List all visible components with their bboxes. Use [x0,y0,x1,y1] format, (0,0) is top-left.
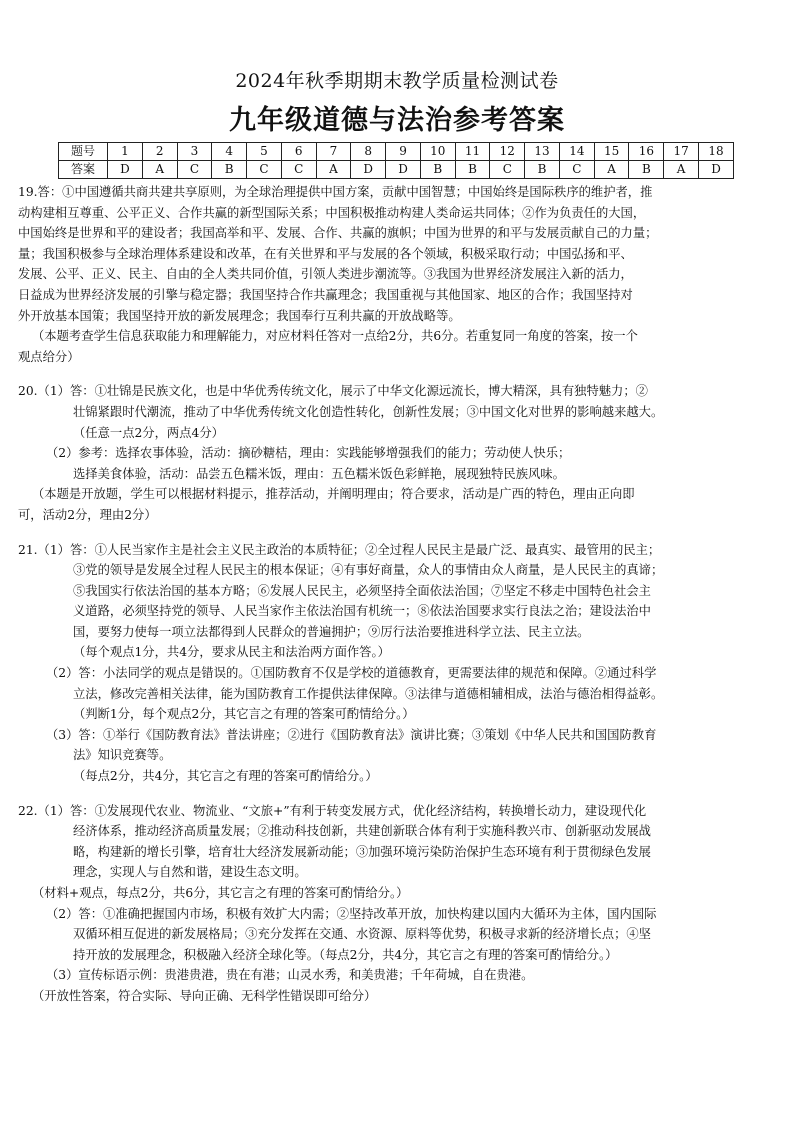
table-cell: 17 [664,143,699,161]
text-line: （2）参考：选择农事体验，活动：摘砂糖桔，理由：实践能够增强我们的能力；劳动使人快乐； [46,446,571,461]
text-line: 义道路，必须坚持党的领导、人民当家作主依法治国有机统一；⑧依法治国要求实行良法之治；建设法治中 [73,604,651,619]
table-cell: B [212,161,247,179]
table-cell: B [455,161,490,179]
table-cell: 6 [281,143,316,161]
question-21-answer [18,540,782,787]
scoring-note: （材料+观点，每点2分，共6分，其它言之有理的答案可酌情给分。） [32,886,409,900]
table-cell: 15 [594,143,629,161]
text-line: ⑤我国实行依法治国的基本方略；⑥发展人民民主，必须坚持全面依法治国；⑦坚定不移走中国特色社会主 [73,583,651,598]
text-line: 发展、公平、正义、民主、自由的全人类共同价值，引领人类进步潮流等。③我国为世界经济发展注入新的活力， [18,267,633,282]
table-cell: 8 [351,143,386,161]
scoring-note: （本题是开放题，学生可以根据材料提示，推荐活动，并阐明理由；符合要求，活动是广西的特色，理由正向即 [32,487,635,502]
row-label-number: 题号 [59,143,108,161]
scoring-note: （每个观点1分，共4分，要求从民主和法治两方面作答。） [73,645,390,660]
text-line: 持开放的发展理念，积极融入经济全球化等。（每点2分，共4分，其它言之有理的答案可酌情给分。） [73,947,618,962]
table-cell: D [108,161,143,179]
row-label-answer: 答案 [59,161,108,179]
table-cell: 12 [490,143,525,161]
question-19-answer [18,182,782,367]
question-20-answer [18,381,782,525]
scoring-note: （任意一点2分，两点4分） [73,425,224,440]
text-line: 略，构建新的增长引擎，培育壮大经济发展新动能；③加强环境污染防治保护生态环境有利于贯彻绿色发展 [73,844,651,859]
table-cell: A [594,161,629,179]
text-line: 动构建相互尊重、公平正义、合作共赢的新型国际关系；中国积极推动构建人类命运共同体；②作为负责任的大国， [18,205,646,220]
text-line: 国，要努力使每一项立法都得到人民群众的普遍拥护；⑨厉行法治要推进科学立法、民主立法。 [73,624,590,639]
answer-key-title: 九年级道德与法治参考答案 [229,105,565,136]
scoring-note: 可，活动2分，理由2分） [18,507,157,522]
answer-row [59,161,734,179]
text-line: ③党的领导是发展全过程人民民主的根本保证；④有事好商量，众人的事情由众人商量，是人民民主的真谛； [73,563,664,578]
table-cell: 9 [386,143,421,161]
table-cell: 2 [142,143,177,161]
table-cell: 7 [316,143,351,161]
text-line: （3）答：①举行《国防教育法》普法讲座；②进行《国防教育法》演讲比赛；③策划《中华人民共和国国防教育 [46,727,657,742]
text-line: 双循环相互促进的新发展格局；③充分发挥在交通、水资源、原料等优势，积极寻求新的经济增长点；④坚 [73,927,651,942]
table-cell: C [247,161,282,179]
text-line: 理念，实现人与自然和谐，建设生态文明。 [73,865,307,880]
scoring-note: 观点给分） [18,349,80,364]
text-line: 选择美食体验，活动：品尝五色糯米饭，理由：五色糯米饭色彩鲜艳，展现独特民族风味。 [73,466,565,481]
table-cell: 18 [699,143,734,161]
scoring-note: （每点2分，共4分，其它言之有理的答案可酌情给分。） [73,769,378,784]
table-cell: D [699,161,734,179]
table-cell: B [525,161,560,179]
table-cell: A [664,161,699,179]
table-cell: C [559,161,594,179]
question-number-row [59,143,734,161]
table-cell: D [351,161,386,179]
answer-content [18,182,782,1007]
table-cell: 14 [559,143,594,161]
table-cell: 10 [420,143,455,161]
text-line: 19.答：①中国遵循共商共建共享原则，为全球治理提供中国方案，贡献中国智慧；中国始终是国际秩序的维护者，推 [18,185,653,199]
scoring-note: （本题考查学生信息获取能力和理解能力，对应材料任答对一点给2分，共6分。若重复同一角度的答案，按一个 [32,329,638,344]
table-cell: 13 [525,143,560,161]
text-line: 量；我国积极参与全球治理体系建设和改革，在有关世界和平与发展的各个领域，积极采取行动；中国弘扬和平、 [18,246,633,261]
table-cell: A [142,161,177,179]
table-cell: 3 [177,143,212,161]
table-cell: 11 [455,143,490,161]
text-line: 21.（1）答：①人民当家作主是社会主义民主政治的本质特征；②全过程人民民主是最广泛、最真实、最管用的民主； [18,542,661,557]
table-cell: 5 [247,143,282,161]
exam-title: 2024年秋季期期末教学质量检测试卷 [235,70,559,92]
text-line: 中国始终是世界和平的建设者；我国高举和平、发展、合作、共赢的旗帜；中国为世界的和平与发展贡献自己的力量； [18,226,658,241]
table-cell: A [316,161,351,179]
text-line: 日益成为世界经济发展的引擎与稳定器；我国坚持合作共赢理念；我国重视与其他国家、地区的合作；我国坚持对 [18,287,633,302]
text-line: （3）宣传标语示例：贵港贵港，贵在有港；山灵水秀，和美贵港；千年荷城，自在贵港。 [46,968,534,983]
multiple-choice-answer-table [58,142,734,179]
table-cell: C [490,161,525,179]
table-cell: 16 [629,143,664,161]
table-cell: 1 [108,143,143,161]
text-line: （2）答：①准确把握国内市场，积极有效扩大内需；②坚持改革开放，加快构建以国内大循环为主体，国内国际 [46,906,657,921]
scoring-note: （判断1分，每个观点2分，其它言之有理的答案可酌情给分。） [73,707,415,722]
table-cell: 4 [212,143,247,161]
text-line: 壮锦紧跟时代潮流，推动了中华优秀传统文化创造性转化，创新性发展；③中国文化对世界的影响越来越大。 [73,404,664,419]
text-line: 20.（1）答：①壮锦是民族文化，也是中华优秀传统文化，展示了中华文化源远流长，博大精深，具有独特魅力；② [18,384,648,399]
table-cell: B [629,161,664,179]
table-cell: B [420,161,455,179]
table-cell: D [386,161,421,179]
question-22-answer [18,801,782,1007]
text-line: 立法，修改完善相关法律，能为国防教育工作提供法律保障。③法律与道德相辅相成，法治与德治相得益彰。 [73,686,664,701]
text-line: 外开放基本国策；我国坚持开放的新发展理念；我国奉行互利共赢的开放战略等。 [18,308,461,323]
table-cell: C [281,161,316,179]
text-line: 22.（1）答：①发展现代农业、物流业、“文旅+”有利于转变发展方式，优化经济结构，转换增长动力，建设现代化 [18,803,647,818]
table-cell: C [177,161,212,179]
scoring-note: （开放性答案，符合实际、导向正确、无科学性错误即可给分） [32,988,377,1003]
text-line: （2）答：小法同学的观点是错误的。①国防教育不仅是学校的道德教育，更需要法律的规范和保障。②通过科学 [46,666,657,681]
text-line: 经济体系，推动经济高质量发展；②推动科技创新，共建创新联合体有利于实施科教兴市、创新驱动发展战 [73,824,651,839]
text-line: 法》知识竞赛等。 [73,748,172,763]
